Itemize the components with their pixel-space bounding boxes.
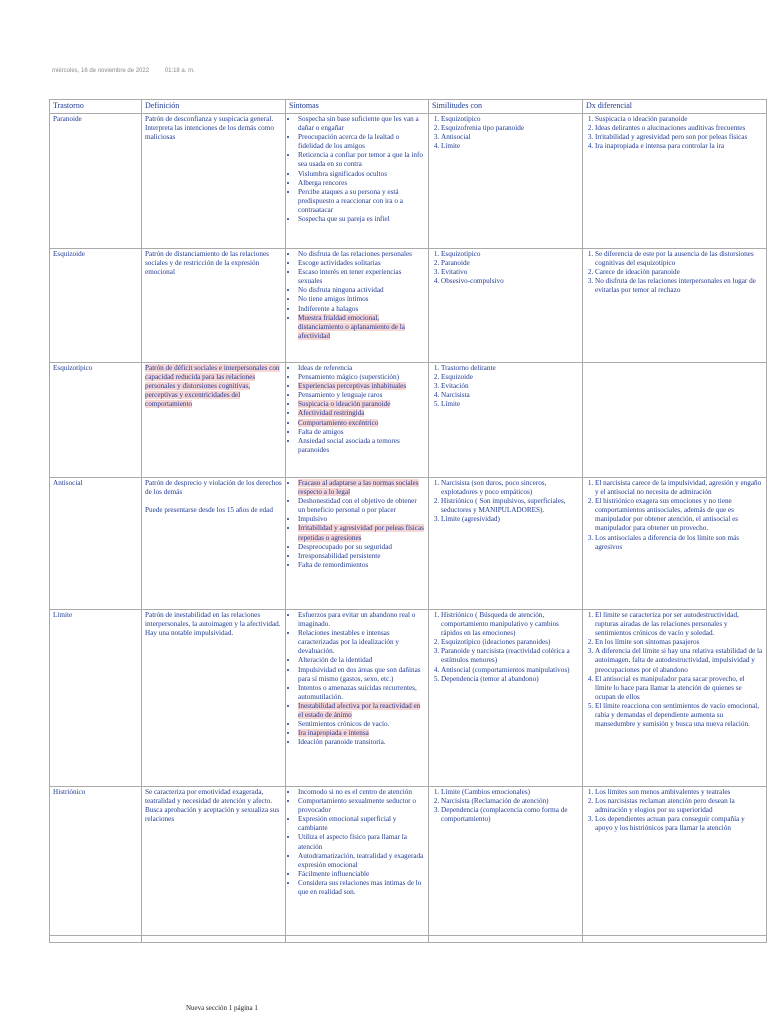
differential-cell <box>583 610 767 787</box>
list-item <box>298 400 425 409</box>
list-item: 1. El límite se caracteriza por ser autodestructividad, rupturas airadas de las relaciones personales y sentimientos crónicos de vacío y soledad. <box>595 611 763 638</box>
definition-cell: Patrón de distanciamiento de las relaciones sociales y de restricción de la expresión emocional <box>142 249 286 363</box>
table-row <box>50 787 767 936</box>
list-item: • Alberga rencores <box>298 179 425 188</box>
similar-cell <box>429 787 583 936</box>
list-item: • Autodramatización, teatralidad y exagerada expresión emocional <box>298 852 425 870</box>
list-item: 3. Dependencia (complacencia como forma de comportamiento) <box>441 806 579 824</box>
list-item: 2. Esquizotípico (ideaciones paranoides) <box>441 638 579 647</box>
definition-cell <box>142 363 286 478</box>
table-row <box>50 363 767 478</box>
list-item: • Considera sus relaciones mas íntimas de lo que en realidad son. <box>298 879 425 897</box>
list-item: 1. Histriónico ( Búsqueda de atención, comportamiento manipulativo y cambios rápidos en las emociones) <box>441 611 579 638</box>
list-item: • Alteración de la identidad <box>298 656 425 665</box>
definition-text: Patrón de desprecio y violación de los derechos de los demás <box>145 479 282 497</box>
list-item: 3. No disfruta de las relaciones interpersonales en lugar de evitarlas por temor al rechazo <box>595 277 763 295</box>
header-definicion: Definición <box>142 100 286 114</box>
highlighted-text: Muestra frialdad emocional, distanciamiento o aplanamiento de la afectividad <box>298 313 405 340</box>
list-item: 2. Carece de ideación paranoide <box>595 268 763 277</box>
list-item: 3. A diferencia del límite si hay una relativa estabilidad de la autoimagen, falta de autodestructividad, impulsividad y preocupaciones por el abandono <box>595 647 763 674</box>
symptoms-cell <box>286 363 429 478</box>
list-item: • Pensamiento mágico (superstición) <box>298 373 425 382</box>
list-item: 3. Los antisociales a diferencia de los límite son más agresivos <box>595 534 763 552</box>
table-row-empty <box>50 936 767 943</box>
table-header-row <box>50 100 767 114</box>
definition-cell: Se caracteriza por emotividad exagerada, teatralidad y necesidad de atención y afecto. Busca aprobación y aceptación y sexualiza sus relaciones <box>142 787 286 936</box>
list-item: 4. Narcisista <box>441 391 579 400</box>
list-item: 4. Ira inapropiada e intensa para controlar la ira <box>595 142 763 151</box>
list-item <box>298 479 425 497</box>
differential-cell <box>583 363 767 478</box>
list-item: • Percibe ataques a su persona y está predispuesto a reaccionar con ira o a contraatacar <box>298 188 425 215</box>
list-item: 5. Límite <box>441 400 579 409</box>
list-item: 3. Los dependientes actuan para conseguir compañía y apoyo y los histriónicos para llamar la atención <box>595 815 763 833</box>
list-item: • Ideas de referencia <box>298 364 425 373</box>
list-item: • No disfruta de las relaciones personales <box>298 250 425 259</box>
similar-cell <box>429 249 583 363</box>
list-item: • No tiene amigos íntimos <box>298 295 425 304</box>
list-item: 5. El límite reacciona con sentimientos de vacío emocional, rabia y demandas el dependiente aumenta su mansedumbre y sumisión y busca una nueva relación. <box>595 702 763 729</box>
list-item: • Incomodo si no es el centro de atención <box>298 788 425 797</box>
list-item: 3. Paranoide y narcisista (reactividad colérica a estímulos menores) <box>441 647 579 665</box>
list-item: • Vislumbra significados ocultos <box>298 170 425 179</box>
list-item <box>298 409 425 418</box>
list-item: • Pensamiento y lenguaje raros <box>298 391 425 400</box>
list-item: 2. Esquizofrenia tipo paranoide <box>441 124 579 133</box>
list-item: 2. Los narcisistas reclaman atención pero desean la admiración y elogios por su superioridad <box>595 797 763 815</box>
list-item: • Esfuerzos para evitar un abandono real o imaginado. <box>298 611 425 629</box>
similar-cell <box>429 610 583 787</box>
differential-cell <box>583 249 767 363</box>
definition-cell: Patrón de desconfianza y suspicacia general. Interpreta las intenciones de los demás como maliciosas <box>142 114 286 249</box>
list-item <box>298 314 425 341</box>
disorder-cell: Histriónico <box>50 787 142 936</box>
disorder-cell: Esquizotípico <box>50 363 142 478</box>
highlighted-text: Suspicacia o ideación paranoide <box>298 400 391 409</box>
list-item: 1. Trastorno delirante <box>441 364 579 373</box>
symptoms-cell <box>286 610 429 787</box>
note-timestamp <box>52 68 195 74</box>
list-item: 1. Suspicacia o ideación paranoide <box>595 115 763 124</box>
table-row <box>50 478 767 610</box>
highlighted-text: Comportamiento excéntrico <box>298 418 379 427</box>
list-item: • Sospecha sin base suficiente que les van a dañar o engañar <box>298 115 425 133</box>
header-dx-diferencial: Dx diferencial <box>583 100 767 114</box>
list-item: • Deshonestidad con el objetivo de obtener un beneficio personal o por placer <box>298 497 425 515</box>
list-item: • Escaso interés en tener experiencias sexuales <box>298 268 425 286</box>
list-item: 3. Antisocial <box>441 133 579 142</box>
list-item: 1. Esquizotípico <box>441 250 579 259</box>
list-item: 2. En los límite son síntomas pasajeros <box>595 638 763 647</box>
list-item: • Despreocupado por su seguridad <box>298 543 425 552</box>
list-item: 3. Evitación <box>441 382 579 391</box>
symptoms-cell <box>286 787 429 936</box>
list-item: • Relaciones inestables e intensas caracterizadas por la idealización y devaluación. <box>298 629 425 656</box>
definition-cell: Patrón de inestabilidad en las relaciones interpersonales, la autoimagen y la afectividad. Hay una notable impulsividad. <box>142 610 286 787</box>
list-item: • No disfruta ninguna actividad <box>298 286 425 295</box>
table-row <box>50 610 767 787</box>
list-item: 4. Antisocial (comportamientos manipulativos) <box>441 666 579 675</box>
note-date: miércoles, 16 de noviembre de 2022 <box>52 68 150 74</box>
list-item: 1. Narcisista (son duros, poco sinceros, explotadores y poco empáticos) <box>441 479 579 497</box>
differential-cell <box>583 787 767 936</box>
list-item: • Impulsivo <box>298 515 425 524</box>
list-item: • Ansiedad social asociada a temores paranoides <box>298 437 425 455</box>
list-item: • Falta de remordimientos <box>298 561 425 570</box>
list-item: • Irresponsabilidad persistente <box>298 552 425 561</box>
disorder-cell: Límite <box>50 610 142 787</box>
list-item <box>298 419 425 428</box>
list-item: 1. El narcisista carece de la impulsividad, agresión y engaño y el antisocial no necesita de admiración <box>595 479 763 497</box>
list-item: 4. Límite <box>441 142 579 151</box>
differential-cell <box>583 114 767 249</box>
list-item: 1. Esquizotípico <box>441 115 579 124</box>
definition-extra-text: Puede presentarse desde los 15 años de edad <box>145 506 273 515</box>
header-sintomas: Síntomas <box>286 100 429 114</box>
highlighted-text: Afectividad restringida <box>298 409 365 418</box>
header-similitudes: Similitudes con <box>429 100 583 114</box>
differential-cell <box>583 478 767 610</box>
list-item: • Sentimientos crónicos de vacío. <box>298 720 425 729</box>
list-item: • Indiferente a halagos <box>298 305 425 314</box>
list-item <box>298 729 425 738</box>
list-item <box>298 524 425 542</box>
list-item: 3. Evitativo <box>441 268 579 277</box>
list-item: • Reticencia a confiar por temor a que la info sea usada en su contra <box>298 151 425 169</box>
list-item: • Escoge actividades solitarias <box>298 259 425 268</box>
highlighted-text: Fracaso al adaptarse a las normas sociales respecto a lo legal <box>298 479 419 497</box>
similar-cell <box>429 363 583 478</box>
list-item: 2. Histriónico ( Son impulsivos, superficiales, seductores y MANIPULADORES). <box>441 497 579 515</box>
list-item: 5. Dependencia (temor al abandono) <box>441 675 579 684</box>
list-item: 2. Esquizoide <box>441 373 579 382</box>
note-time: 01:18 a. m. <box>164 68 195 74</box>
list-item: • Intentos o amenazas suicidas recurrentes, automutilación. <box>298 684 425 702</box>
header-trastorno: Trastorno <box>50 100 142 114</box>
list-item: 3. Irritabilidad y agresividad pero son por peleas físicas <box>595 133 763 142</box>
list-item: • Ideación paranoide transitoria. <box>298 738 425 747</box>
similar-cell <box>429 114 583 249</box>
list-item: 1. Se diferencia de este por la ausencia de las distorsiones cognitivas del esquizotípico <box>595 250 763 268</box>
highlighted-text: Experiencias perceptivas inhabituales <box>298 382 407 391</box>
list-item: 1. Los límites son menos ambivalentes y teatrales <box>595 788 763 797</box>
list-item: 2. El histriónico exagera sus emociones y no tiene comportamientos antisociales, además de que es manipulador por obtener atención, el antisocial es manipulador para obtener un provecho. <box>595 497 763 533</box>
definition-cell <box>142 478 286 610</box>
list-item: 4. Obsesivo-compulsivo <box>441 277 579 286</box>
disorder-cell: Paranoide <box>50 114 142 249</box>
highlighted-text: Ira inapropiada e intensa <box>298 729 369 738</box>
highlighted-text: Inestabilidad afectiva por la reactividad en el estado de ánimo <box>298 701 421 720</box>
list-item <box>298 382 425 391</box>
highlighted-text: Patrón de déficit sociales e interpersonales con capacidad reducida para las relaciones personales y distorsiones cognitivas, perceptivas y excentricidades del comportamiento <box>145 364 280 409</box>
disorder-cell: Esquizoide <box>50 249 142 363</box>
disorder-cell: Antisocial <box>50 478 142 610</box>
list-item: • Impulsividad en dos áreas que son dañinas para sí mismo (gastos, sexo, etc.) <box>298 666 425 684</box>
list-item: • Sospecha que su pareja es infiel <box>298 215 425 224</box>
page-footer: Nueva sección 1 página 1 <box>186 1004 258 1012</box>
table-row <box>50 249 767 363</box>
list-item: 2. Ideas delirantes o alucinaciones auditivas frecuentes <box>595 124 763 133</box>
list-item: • Utiliza el aspecto físico para llamar la atención <box>298 833 425 851</box>
list-item: • Preocupación acerca de la lealtad o fidelidad de los amigos <box>298 133 425 151</box>
disorders-table <box>49 99 767 943</box>
highlighted-text: Irritabilidad y agresividad por peleas físicas repetidas o agresiones <box>298 524 424 542</box>
list-item: • Fácilmente influenciable <box>298 870 425 879</box>
list-item <box>298 702 425 720</box>
list-item: 4. El antisocial es manipulador para sacar provecho, el límite lo hace para llamar la atención de quienes se ocupan de ellos <box>595 675 763 702</box>
list-item: • Expresión emocional superficial y cambiante <box>298 815 425 833</box>
list-item: 2. Paranoide <box>441 259 579 268</box>
list-item: 3. Límite (agresividad) <box>441 515 579 524</box>
symptoms-cell <box>286 114 429 249</box>
list-item: 1. Límite (Cambios emocionales) <box>441 788 579 797</box>
list-item: 2. Narcisista (Reclamación de atención) <box>441 797 579 806</box>
list-item: • Comportamiento sexualmente seductor o provocador <box>298 797 425 815</box>
symptoms-cell <box>286 249 429 363</box>
similar-cell <box>429 478 583 610</box>
symptoms-cell <box>286 478 429 610</box>
list-item: • Falta de amigos <box>298 428 425 437</box>
table-row <box>50 114 767 249</box>
